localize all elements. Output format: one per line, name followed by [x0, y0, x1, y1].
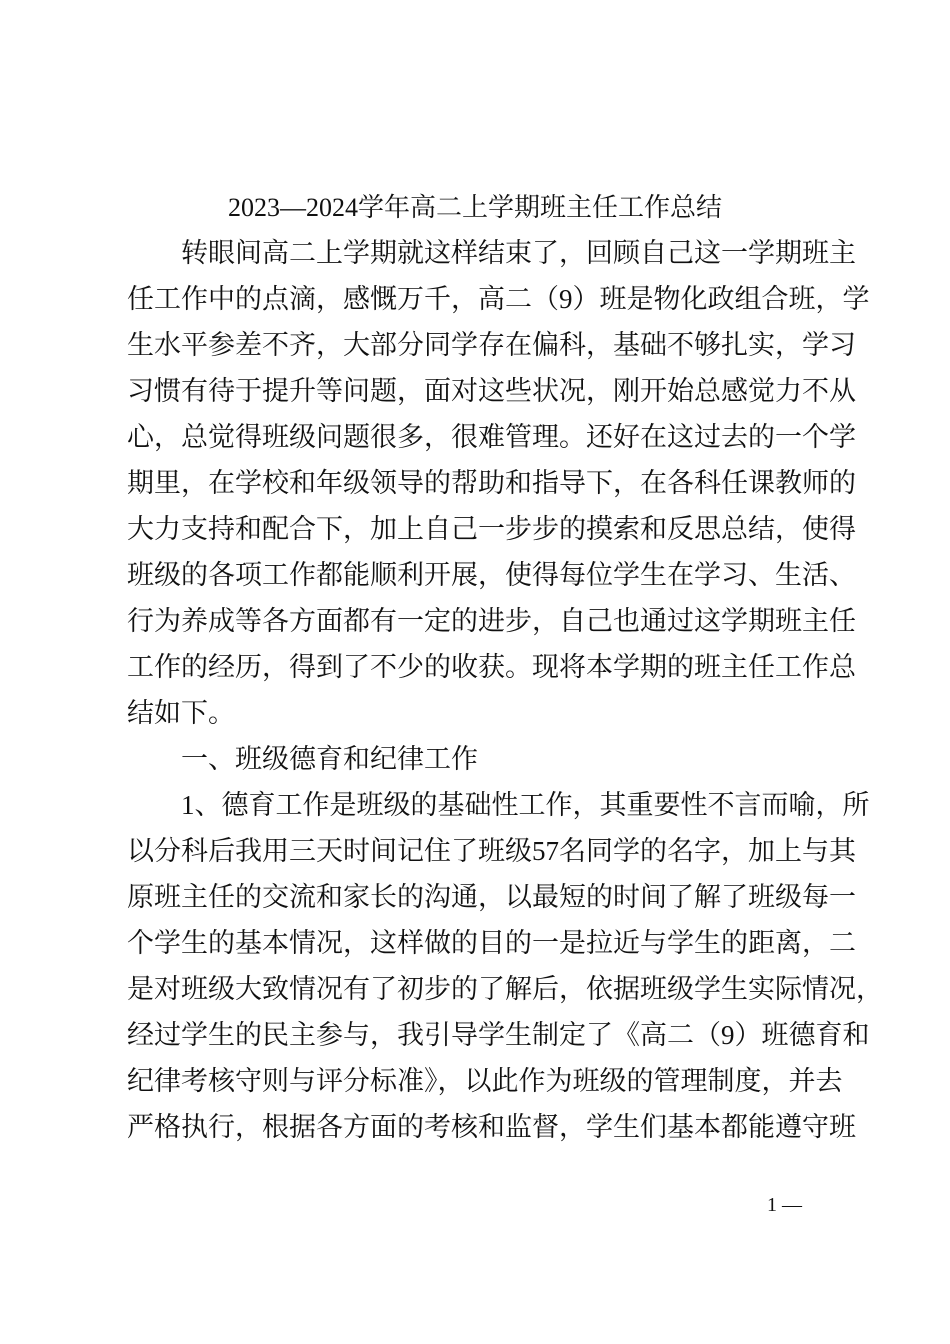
- paragraph-line: 1、德育工作是班级的基础性工作，其重要性不言而喻，所: [181, 790, 870, 820]
- paragraph-line: 转眼间高二上学期就这样结束了，回顾自己这一学期班主: [181, 238, 856, 268]
- paragraph-line: 大力支持和配合下，加上自己一步步的摸索和反思总结，使得: [127, 514, 856, 544]
- paragraph-line: 以分科后我用三天时间记住了班级57名同学的名字，加上与其: [127, 836, 856, 866]
- paragraph-line: 行为养成等各方面都有一定的进步，自己也通过这学期班主任: [127, 606, 856, 636]
- paragraph-line: 是对班级大致情况有了初步的了解后，依据班级学生实际情况，: [127, 974, 883, 1004]
- section-heading: 一、班级德育和纪律工作: [181, 744, 478, 774]
- paragraph-line: 个学生的基本情况，这样做的目的一是拉近与学生的距离，二: [127, 928, 856, 958]
- paragraph-line: 经过学生的民主参与，我引导学生制定了《高二（9）班德育和: [127, 1020, 870, 1050]
- paragraph-line: 习惯有待于提升等问题，面对这些状况，刚开始总感觉力不从: [127, 376, 856, 406]
- paragraph-line: 生水平参差不齐，大部分同学存在偏科，基础不够扎实，学习: [127, 330, 856, 360]
- paragraph-line: 任工作中的点滴，感慨万千，高二（9）班是物化政组合班，学: [127, 284, 870, 314]
- paragraph-line: 结如下。: [127, 698, 235, 728]
- document-title: 2023—2024学年高二上学期班主任工作总结: [227, 193, 722, 222]
- paragraph-line: 工作的经历，得到了不少的收获。现将本学期的班主任工作总: [127, 652, 856, 682]
- paragraph-line: 期里，在学校和年级领导的帮助和指导下，在各科任课教师的: [127, 468, 856, 498]
- paragraph-line: 心，总觉得班级问题很多，很难管理。还好在这过去的一个学: [127, 422, 856, 452]
- paragraph-line: 原班主任的交流和家长的沟通，以最短的时间了解了班级每一: [127, 882, 856, 912]
- paragraph-line: 纪律考核守则与评分标准》，以此作为班级的管理制度，并去: [127, 1066, 843, 1096]
- paragraph-line: 班级的各项工作都能顺利开展，使得每位学生在学习、生活、: [127, 560, 856, 590]
- page-number: 1 —: [767, 1194, 802, 1216]
- paragraph-line: 严格执行，根据各方面的考核和监督，学生们基本都能遵守班: [127, 1112, 856, 1142]
